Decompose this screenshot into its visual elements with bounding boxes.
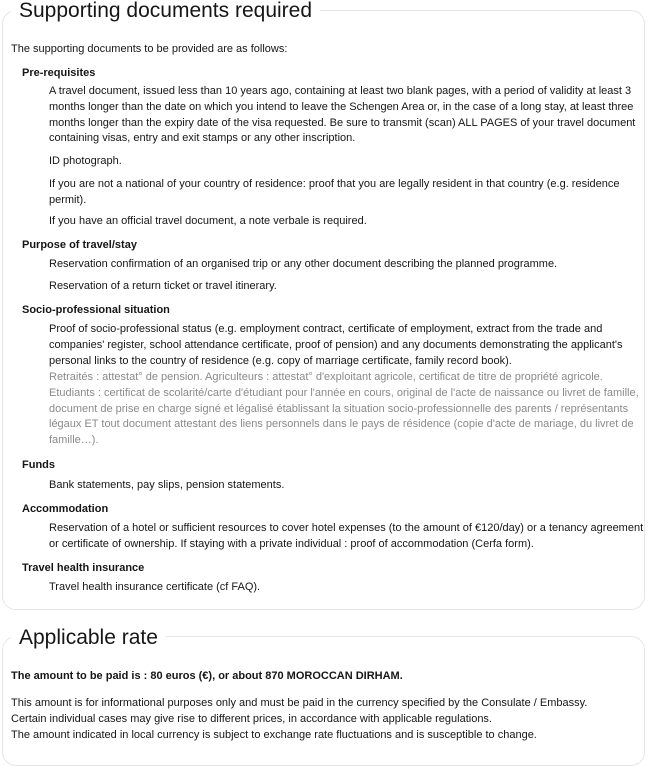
supporting-documents-card	[2, 0, 645, 610]
insurance-text: Travel health insurance certificate (cf FAQ).	[49, 581, 261, 593]
rate-info-line: The amount indicated in local currency is subject to exchange rate fluctuations and is susceptible to change.	[11, 729, 537, 741]
rate-info-line: This amount is for informational purposes only and must be paid in the currency specified by the Consulate / Embassy.	[11, 697, 588, 709]
supporting-documents-title: Supporting documents required	[11, 0, 320, 23]
amount-to-pay: The amount to be paid is : 80 euros (€), or about 870 MOROCCAN DIRHAM.	[11, 670, 403, 682]
prerequisite-item: ID photograph.	[49, 155, 122, 167]
purpose-heading: Purpose of travel/stay	[22, 239, 137, 251]
accommodation-heading: Accommodation	[22, 503, 109, 515]
insurance-heading: Travel health insurance	[22, 562, 145, 574]
applicable-rate-title: Applicable rate	[11, 626, 166, 650]
rate-info-line: Certain individual cases may give rise to different prices, in accordance with applicable regulations.	[11, 713, 492, 725]
socio-heading: Socio-professional situation	[22, 304, 170, 316]
prerequisite-item: If you are not a national of your country of residence: proof that you are legally resident in that country (e.g. residence permit).	[49, 178, 620, 206]
purpose-item: Reservation of a return ticket or travel itinerary.	[49, 280, 277, 292]
intro-text: The supporting documents to be provided are as follows:	[11, 43, 288, 55]
socio-text: Proof of socio-professional status (e.g. employment contract, certificate of employment, extract from the trade and companies' register, school attendance certificate, proof of pension) and any documents demonstrating the applicant's personal links to the country of residence (e.g. copy of marriage certificate, family record book).	[49, 323, 623, 367]
funds-heading: Funds	[22, 459, 55, 471]
prerequisites-heading: Pre-requisites	[22, 67, 96, 79]
accommodation-text: Reservation of a hotel or sufficient resources to cover hotel expenses (to the amount of €120/day) or a tenancy agreement or certificate of ownership. If staying with a private individual : proof of accommodation (Cerfa form).	[49, 522, 644, 550]
funds-text: Bank statements, pay slips, pension statements.	[49, 479, 285, 491]
prerequisite-item: A travel document, issued less than 10 years ago, containing at least two blank pages, with a period of validity at least 3 months longer than the date on which you intend to leave the Schengen Area or, in the case of a long stay, at least three months longer than the expiry date of the visa requested. Be sure to transmit (scan) ALL PAGES of your travel document containing visas, entry and exit stamps or any other inscription.	[49, 85, 636, 145]
prerequisite-item: If you have an official travel document, a note verbale is required.	[49, 215, 367, 227]
socio-french-text: Retraités : attestat° de pension. Agriculteurs : attestat° d'exploitant agricole, certificat de titre de propriété agricole. Etudiants : certificat de scolarité/carte d'étudiant pour l'année en cours, original de l'acte de naissance ou livret de famille, document de prise en charge signé et légalisé établissant la situation socio-professionnelle des parents / représentants légaux ET tout document attestant des liens personnels dans le pays de résidence (copie d'acte de mariage, du livret de famille…).	[49, 371, 639, 447]
applicable-rate-card	[2, 626, 645, 766]
purpose-item: Reservation confirmation of an organised trip or any other document describing the planned programme.	[49, 258, 558, 270]
